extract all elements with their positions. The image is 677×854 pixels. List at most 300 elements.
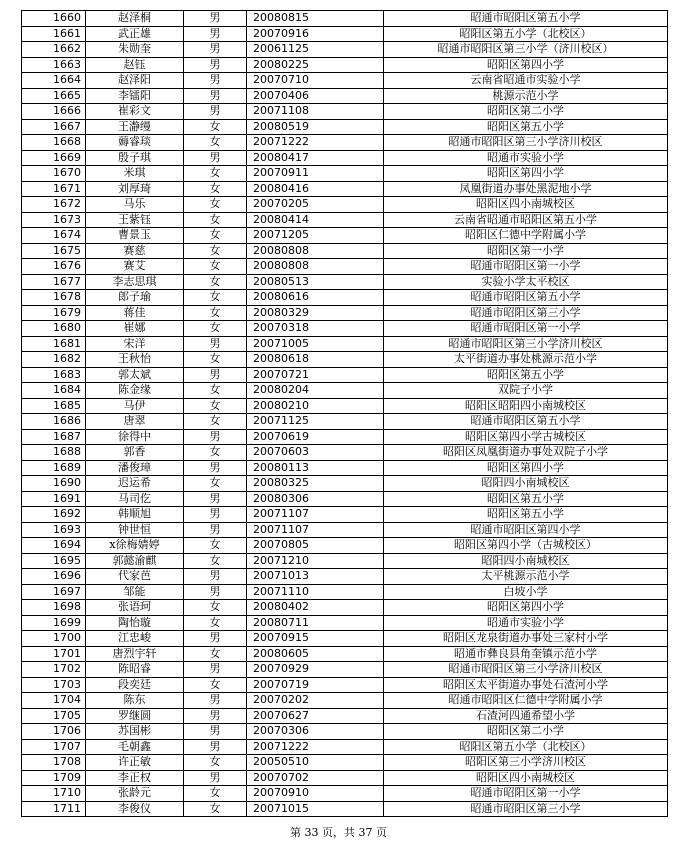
cell-sex: 男: [184, 73, 247, 89]
table-row: [22, 26, 668, 42]
cell-school: 昭阳区四小南城校区: [384, 770, 668, 786]
cell-birthdate: 20070318: [247, 321, 384, 337]
cell-school: 昭阳区第四小学: [384, 57, 668, 73]
table-row: [22, 538, 668, 554]
cell-name: 马乐: [86, 197, 184, 213]
cell-sex: 女: [184, 553, 247, 569]
cell-school: 昭阳区第五小学: [384, 491, 668, 507]
table-row: [22, 352, 668, 368]
cell-sex: 女: [184, 398, 247, 414]
cell-sex: 男: [184, 724, 247, 740]
cell-birthdate: 20080815: [247, 11, 384, 27]
cell-id: 1667: [22, 119, 86, 135]
cell-school: 昭阳区四小南城校区: [384, 197, 668, 213]
table-row: [22, 197, 668, 213]
table-row: [22, 693, 668, 709]
cell-name: 江忠峻: [86, 631, 184, 647]
cell-school: 昭通市昭阳区第五小学: [384, 290, 668, 306]
cell-birthdate: 20080711: [247, 615, 384, 631]
cell-sex: 女: [184, 445, 247, 461]
cell-name: 唐翠: [86, 414, 184, 430]
cell-name: 王秋怡: [86, 352, 184, 368]
cell-name: 李俊仪: [86, 801, 184, 817]
cell-birthdate: 20050510: [247, 755, 384, 771]
cell-id: 1693: [22, 522, 86, 538]
cell-sex: 男: [184, 460, 247, 476]
cell-name: 殷子琪: [86, 150, 184, 166]
cell-birthdate: 20070910: [247, 786, 384, 802]
cell-school: 昭通市昭阳区第一小学: [384, 321, 668, 337]
student-table: [21, 10, 668, 817]
cell-sex: 女: [184, 801, 247, 817]
cell-school: 昭阳区第五小学: [384, 367, 668, 383]
cell-name: 马司仡: [86, 491, 184, 507]
table-row: [22, 414, 668, 430]
cell-name: 赛艾: [86, 259, 184, 275]
cell-id: 1661: [22, 26, 86, 42]
table-row: [22, 57, 668, 73]
cell-school: 昭阳区第四小学: [384, 600, 668, 616]
table-row: [22, 507, 668, 523]
table-row: [22, 445, 668, 461]
cell-id: 1660: [22, 11, 86, 27]
cell-id: 1683: [22, 367, 86, 383]
table-row: [22, 476, 668, 492]
cell-school: 昭通市彝良县角奎镇示范小学: [384, 646, 668, 662]
cell-id: 1697: [22, 584, 86, 600]
cell-birthdate: 20071013: [247, 569, 384, 585]
cell-name: 王紫钰: [86, 212, 184, 228]
cell-school: 昭阳区昭阳四小南城校区: [384, 398, 668, 414]
cell-id: 1707: [22, 739, 86, 755]
cell-birthdate: 20080618: [247, 352, 384, 368]
cell-birthdate: 20071107: [247, 522, 384, 538]
cell-school: 昭通市昭阳区第三小学济川校区: [384, 135, 668, 151]
cell-sex: 女: [184, 786, 247, 802]
cell-name: 陈金缘: [86, 383, 184, 399]
cell-sex: 男: [184, 507, 247, 523]
cell-id: 1676: [22, 259, 86, 275]
cell-name: 赵泽桐: [86, 11, 184, 27]
cell-sex: 男: [184, 104, 247, 120]
cell-name: 李正权: [86, 770, 184, 786]
cell-sex: 女: [184, 538, 247, 554]
cell-name: 邹能: [86, 584, 184, 600]
cell-id: 1710: [22, 786, 86, 802]
table-row: [22, 522, 668, 538]
cell-birthdate: 20080417: [247, 150, 384, 166]
cell-birthdate: 20080605: [247, 646, 384, 662]
cell-id: 1692: [22, 507, 86, 523]
cell-sex: 女: [184, 305, 247, 321]
cell-sex: 男: [184, 708, 247, 724]
cell-sex: 女: [184, 290, 247, 306]
cell-school: 昭阳区第四小学: [384, 166, 668, 182]
cell-id: 1705: [22, 708, 86, 724]
cell-birthdate: 20080414: [247, 212, 384, 228]
cell-sex: 男: [184, 57, 247, 73]
table-row: [22, 801, 668, 817]
cell-school: 昭通市昭阳区第三小学: [384, 801, 668, 817]
table-row: [22, 491, 668, 507]
cell-id: 1675: [22, 243, 86, 259]
cell-school: 昭通市昭阳区仁德中学附属小学: [384, 693, 668, 709]
table-row: [22, 336, 668, 352]
cell-birthdate: 20070721: [247, 367, 384, 383]
cell-sex: 男: [184, 336, 247, 352]
cell-name: 陈昭睿: [86, 662, 184, 678]
cell-birthdate: 20080210: [247, 398, 384, 414]
cell-school: 昭阳区第四小学（古城校区）: [384, 538, 668, 554]
cell-sex: 男: [184, 631, 247, 647]
table-row: [22, 631, 668, 647]
cell-id: 1691: [22, 491, 86, 507]
cell-id: 1701: [22, 646, 86, 662]
cell-id: 1680: [22, 321, 86, 337]
table-row: [22, 119, 668, 135]
table-row: [22, 150, 668, 166]
cell-birthdate: 20070202: [247, 693, 384, 709]
cell-school: 昭阳区第二小学: [384, 724, 668, 740]
cell-name: 赛慈: [86, 243, 184, 259]
table-row: [22, 770, 668, 786]
cell-id: 1688: [22, 445, 86, 461]
cell-birthdate: 20071005: [247, 336, 384, 352]
cell-sex: 男: [184, 429, 247, 445]
cell-school: 桃源示范小学: [384, 88, 668, 104]
cell-sex: 男: [184, 42, 247, 58]
table-row: [22, 181, 668, 197]
cell-sex: 男: [184, 569, 247, 585]
cell-id: 1690: [22, 476, 86, 492]
cell-school: 凤凰街道办事处黑泥地小学: [384, 181, 668, 197]
cell-sex: 男: [184, 26, 247, 42]
cell-name: 李镭阳: [86, 88, 184, 104]
cell-birthdate: 20071107: [247, 507, 384, 523]
cell-name: 李志思琪: [86, 274, 184, 290]
cell-id: 1699: [22, 615, 86, 631]
cell-name: 陶怡璇: [86, 615, 184, 631]
cell-id: 1679: [22, 305, 86, 321]
cell-name: 马伊: [86, 398, 184, 414]
table-row: [22, 755, 668, 771]
cell-name: 郭香: [86, 445, 184, 461]
cell-school: 昭阳区仁德中学附属小学: [384, 228, 668, 244]
cell-id: 1674: [22, 228, 86, 244]
cell-school: 昭通市昭阳区第一小学: [384, 786, 668, 802]
cell-name: 韩顺旭: [86, 507, 184, 523]
cell-id: 1678: [22, 290, 86, 306]
cell-sex: 女: [184, 383, 247, 399]
cell-id: 1670: [22, 166, 86, 182]
cell-sex: 女: [184, 135, 247, 151]
cell-school: 石渣河四通希望小学: [384, 708, 668, 724]
table-row: [22, 460, 668, 476]
table-row: [22, 104, 668, 120]
cell-school: 昭通市昭阳区第五小学: [384, 414, 668, 430]
cell-birthdate: 20071222: [247, 135, 384, 151]
cell-name: 崔娜: [86, 321, 184, 337]
cell-birthdate: 20070306: [247, 724, 384, 740]
cell-name: x徐梅婧婷: [86, 538, 184, 554]
cell-sex: 女: [184, 414, 247, 430]
cell-sex: 男: [184, 739, 247, 755]
cell-name: 唐烈宇轩: [86, 646, 184, 662]
cell-school: 云南省昭通市实验小学: [384, 73, 668, 89]
table-row: [22, 367, 668, 383]
cell-id: 1671: [22, 181, 86, 197]
cell-sex: 女: [184, 677, 247, 693]
table-row: [22, 662, 668, 678]
cell-birthdate: 20070603: [247, 445, 384, 461]
cell-birthdate: 20080325: [247, 476, 384, 492]
cell-id: 1702: [22, 662, 86, 678]
table-row: [22, 135, 668, 151]
cell-id: 1694: [22, 538, 86, 554]
cell-birthdate: 20080402: [247, 600, 384, 616]
cell-sex: 女: [184, 166, 247, 182]
cell-name: 张语珂: [86, 600, 184, 616]
table-row: [22, 166, 668, 182]
cell-id: 1668: [22, 135, 86, 151]
cell-sex: 女: [184, 615, 247, 631]
table-row: [22, 615, 668, 631]
cell-sex: 男: [184, 693, 247, 709]
cell-id: 1685: [22, 398, 86, 414]
cell-sex: 男: [184, 522, 247, 538]
cell-name: 迟运希: [86, 476, 184, 492]
table-row: [22, 73, 668, 89]
cell-birthdate: 20061125: [247, 42, 384, 58]
cell-id: 1666: [22, 104, 86, 120]
cell-school: 太平街道办事处桃源示范小学: [384, 352, 668, 368]
cell-sex: 男: [184, 150, 247, 166]
cell-id: 1669: [22, 150, 86, 166]
cell-id: 1684: [22, 383, 86, 399]
cell-school: 昭通市昭阳区第四小学: [384, 522, 668, 538]
cell-school: 昭通市实验小学: [384, 150, 668, 166]
cell-school: 昭阳区第五小学（北校区）: [384, 26, 668, 42]
cell-birthdate: 20080113: [247, 460, 384, 476]
table-row: [22, 569, 668, 585]
cell-id: 1673: [22, 212, 86, 228]
cell-name: 曹景玉: [86, 228, 184, 244]
cell-birthdate: 20071110: [247, 584, 384, 600]
student-table-body: [22, 11, 668, 817]
cell-birthdate: 20080513: [247, 274, 384, 290]
cell-id: 1696: [22, 569, 86, 585]
cell-birthdate: 20071015: [247, 801, 384, 817]
cell-sex: 女: [184, 600, 247, 616]
cell-school: 昭阳区太平街道办事处石渣河小学: [384, 677, 668, 693]
cell-sex: 女: [184, 755, 247, 771]
cell-school: 白坡小学: [384, 584, 668, 600]
cell-sex: 男: [184, 88, 247, 104]
table-row: [22, 383, 668, 399]
cell-birthdate: 20080519: [247, 119, 384, 135]
cell-name: 赵泽阳: [86, 73, 184, 89]
cell-birthdate: 20070710: [247, 73, 384, 89]
cell-sex: 女: [184, 259, 247, 275]
cell-sex: 女: [184, 119, 247, 135]
cell-birthdate: 20071210: [247, 553, 384, 569]
cell-name: 郭懿渝麒: [86, 553, 184, 569]
cell-birthdate: 20070911: [247, 166, 384, 182]
cell-id: 1677: [22, 274, 86, 290]
cell-school: 昭通市昭阳区第三小学济川校区: [384, 662, 668, 678]
table-row: [22, 786, 668, 802]
cell-sex: 女: [184, 197, 247, 213]
cell-sex: 女: [184, 228, 247, 244]
cell-birthdate: 20070627: [247, 708, 384, 724]
cell-birthdate: 20071108: [247, 104, 384, 120]
cell-school: 昭阳区第四小学: [384, 460, 668, 476]
cell-id: 1672: [22, 197, 86, 213]
cell-id: 1708: [22, 755, 86, 771]
cell-id: 1703: [22, 677, 86, 693]
cell-birthdate: 20071222: [247, 739, 384, 755]
cell-name: 潘俊璋: [86, 460, 184, 476]
cell-name: 苏国彬: [86, 724, 184, 740]
table-row: [22, 88, 668, 104]
cell-name: 许正敏: [86, 755, 184, 771]
cell-birthdate: 20071125: [247, 414, 384, 430]
table-row: [22, 228, 668, 244]
cell-sex: 女: [184, 646, 247, 662]
table-row: [22, 290, 668, 306]
table-row: [22, 259, 668, 275]
table-row: [22, 600, 668, 616]
cell-name: 陈东: [86, 693, 184, 709]
cell-school: 昭阳区第五小学: [384, 119, 668, 135]
cell-name: 郭太斌: [86, 367, 184, 383]
cell-birthdate: 20080808: [247, 259, 384, 275]
cell-birthdate: 20080416: [247, 181, 384, 197]
cell-name: 郎子瑜: [86, 290, 184, 306]
table-row: [22, 553, 668, 569]
table-row: [22, 584, 668, 600]
cell-id: 1663: [22, 57, 86, 73]
cell-id: 1665: [22, 88, 86, 104]
cell-school: 昭通市昭阳区第三小学济川校区: [384, 336, 668, 352]
cell-id: 1682: [22, 352, 86, 368]
table-row: [22, 739, 668, 755]
table-row: [22, 646, 668, 662]
cell-school: 昭阳区第三小学济川校区: [384, 755, 668, 771]
cell-birthdate: 20080329: [247, 305, 384, 321]
cell-school: 昭阳区第一小学: [384, 243, 668, 259]
cell-school: 昭阳区第四小学古城校区: [384, 429, 668, 445]
cell-school: 昭阳四小南城校区: [384, 553, 668, 569]
cell-name: 张龄元: [86, 786, 184, 802]
cell-school: 实验小学太平校区: [384, 274, 668, 290]
cell-sex: 男: [184, 662, 247, 678]
cell-sex: 男: [184, 491, 247, 507]
table-row: [22, 243, 668, 259]
cell-birthdate: 20070619: [247, 429, 384, 445]
cell-birthdate: 20070929: [247, 662, 384, 678]
cell-school: 昭阳区龙泉街道办事处三家村小学: [384, 631, 668, 647]
cell-birthdate: 20070916: [247, 26, 384, 42]
cell-school: 昭阳区第五小学（北校区）: [384, 739, 668, 755]
cell-school: 昭通市实验小学: [384, 615, 668, 631]
cell-birthdate: 20070205: [247, 197, 384, 213]
cell-school: 昭阳区第五小学: [384, 507, 668, 523]
cell-id: 1686: [22, 414, 86, 430]
table-row: [22, 321, 668, 337]
table-row: [22, 11, 668, 27]
cell-school: 昭阳四小南城校区: [384, 476, 668, 492]
cell-name: 武正雄: [86, 26, 184, 42]
cell-id: 1698: [22, 600, 86, 616]
cell-birthdate: 20080204: [247, 383, 384, 399]
table-row: [22, 724, 668, 740]
cell-sex: 女: [184, 243, 247, 259]
table-row: [22, 677, 668, 693]
cell-birthdate: 20070406: [247, 88, 384, 104]
cell-name: 代家芭: [86, 569, 184, 585]
cell-sex: 男: [184, 770, 247, 786]
cell-id: 1689: [22, 460, 86, 476]
cell-id: 1711: [22, 801, 86, 817]
cell-sex: 女: [184, 321, 247, 337]
cell-id: 1662: [22, 42, 86, 58]
cell-name: 米琪: [86, 166, 184, 182]
cell-birthdate: 20070915: [247, 631, 384, 647]
cell-id: 1706: [22, 724, 86, 740]
cell-name: 朱勋奎: [86, 42, 184, 58]
cell-school: 云南省昭通市昭阳区第五小学: [384, 212, 668, 228]
cell-id: 1700: [22, 631, 86, 647]
cell-name: 蒋佳: [86, 305, 184, 321]
cell-school: 昭通市昭阳区第五小学: [384, 11, 668, 27]
cell-name: 崔彩文: [86, 104, 184, 120]
cell-id: 1709: [22, 770, 86, 786]
cell-sex: 男: [184, 11, 247, 27]
cell-sex: 女: [184, 274, 247, 290]
cell-birthdate: 20071205: [247, 228, 384, 244]
page-footer: 第 33 页，共 37 页: [290, 826, 387, 839]
cell-name: 王瀞缦: [86, 119, 184, 135]
table-row: [22, 274, 668, 290]
cell-school: 昭通市昭阳区第一小学: [384, 259, 668, 275]
cell-birthdate: 20070702: [247, 770, 384, 786]
cell-name: 薅睿琰: [86, 135, 184, 151]
cell-school: 双院子小学: [384, 383, 668, 399]
cell-birthdate: 20080808: [247, 243, 384, 259]
cell-sex: 女: [184, 181, 247, 197]
cell-id: 1664: [22, 73, 86, 89]
table-row: [22, 398, 668, 414]
cell-school: 昭阳区凤凰街道办事处双院子小学: [384, 445, 668, 461]
cell-sex: 女: [184, 352, 247, 368]
table-row: [22, 42, 668, 58]
cell-name: 罗继圆: [86, 708, 184, 724]
cell-sex: 女: [184, 212, 247, 228]
cell-name: 宋洋: [86, 336, 184, 352]
cell-name: 毛朝鑫: [86, 739, 184, 755]
cell-id: 1687: [22, 429, 86, 445]
cell-birthdate: 20080616: [247, 290, 384, 306]
cell-birthdate: 20070805: [247, 538, 384, 554]
cell-sex: 女: [184, 476, 247, 492]
cell-id: 1681: [22, 336, 86, 352]
cell-school: 太平桃源示范小学: [384, 569, 668, 585]
cell-birthdate: 20080225: [247, 57, 384, 73]
table-row: [22, 305, 668, 321]
cell-id: 1695: [22, 553, 86, 569]
cell-school: 昭通市昭阳区第三小学（济川校区）: [384, 42, 668, 58]
